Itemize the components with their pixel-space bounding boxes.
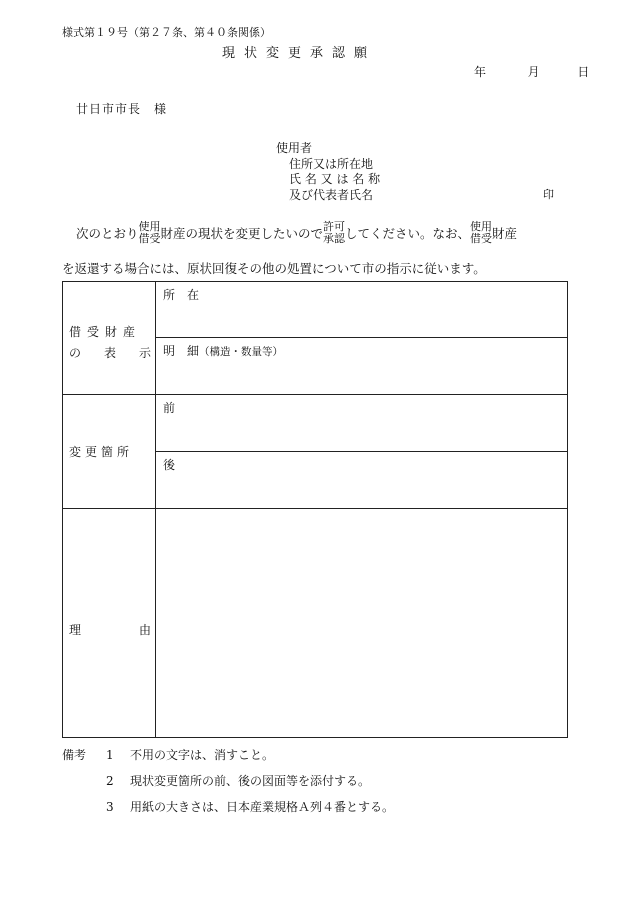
details-label: 明 細 [163,344,200,358]
stack-permit-approve [323,221,345,245]
stack-top: 使用 [470,220,493,233]
change-label-cell [63,395,156,509]
note-text: 不用の文字は、消すこと。 [130,748,275,762]
before-cell[interactable] [156,395,568,452]
body-prefix: 次のとおり [76,226,139,241]
body-middle-2: してください。なお、 [345,226,471,241]
note-number: 3 [106,800,114,814]
applicant-label: 使用者 [276,141,313,155]
location-label: 所 在 [163,288,200,302]
date-year: 年 [474,65,487,79]
addressee: 廿日市市長 様 [76,102,168,116]
note-text: 現状変更箇所の前、後の図面等を添付する。 [130,774,371,788]
body-middle-1: 財産の現状を変更したいので [160,226,324,241]
stack-bottom: 借受 [470,232,493,245]
change-location-label: 変更箇所 [69,445,134,459]
body-text-line-1 [76,221,517,245]
date-day: 日 [577,65,590,79]
notes-heading: 備考 [62,748,87,762]
stack-top: 許可 [323,220,346,233]
page-title: 現状変更承認願 [222,46,377,61]
stack-bottom: 借受 [138,232,161,245]
note-number: 2 [106,774,114,788]
seal-mark: 印 [543,188,554,201]
label-char: の [69,346,82,360]
note-item-1 [62,746,274,763]
date-line [474,63,589,80]
reason-cell[interactable] [156,509,568,738]
body-suffix: 財産 [492,226,518,241]
details-label-group [163,342,283,359]
applicant-representative-label: 及び代表者氏名 [289,188,374,202]
stack-bottom: 承認 [323,232,346,245]
location-cell[interactable] [156,282,568,338]
details-cell[interactable] [156,338,568,395]
note-item-3 [62,798,394,815]
note-item-2 [62,772,370,789]
details-note: （構造・数量等） [199,346,284,358]
form-number: 様式第１９号（第２７条、第４０条関係） [62,26,271,39]
date-month: 月 [527,65,540,79]
stack-use-borrow-1 [139,221,161,245]
before-label: 前 [163,401,176,415]
property-label-line-1: 借受財産 [69,325,142,339]
note-text: 用紙の大きさは、日本産業規格Ａ列４番とする。 [130,800,395,814]
property-label-line-2 [69,343,151,364]
label-char: 由 [138,623,151,637]
applicant-name-label: 氏 名 又 は 名 称 [289,172,381,186]
reason-label-cell [63,509,156,738]
reason-label [69,621,151,638]
body-text-line-2: を返還する場合には、原状回復その他の処置について市の指示に従います。 [62,261,486,276]
stack-top: 使用 [138,220,161,233]
note-number: 1 [106,748,114,762]
label-char: 理 [69,623,82,637]
stack-use-borrow-2 [470,221,492,245]
applicant-address-label: 住所又は所在地 [289,157,374,171]
after-cell[interactable] [156,452,568,509]
label-char: 示 [138,346,151,360]
label-char: 表 [103,346,116,360]
after-label: 後 [163,458,176,472]
property-label [69,322,151,364]
property-label-cell [63,282,156,395]
form-table [62,281,568,738]
